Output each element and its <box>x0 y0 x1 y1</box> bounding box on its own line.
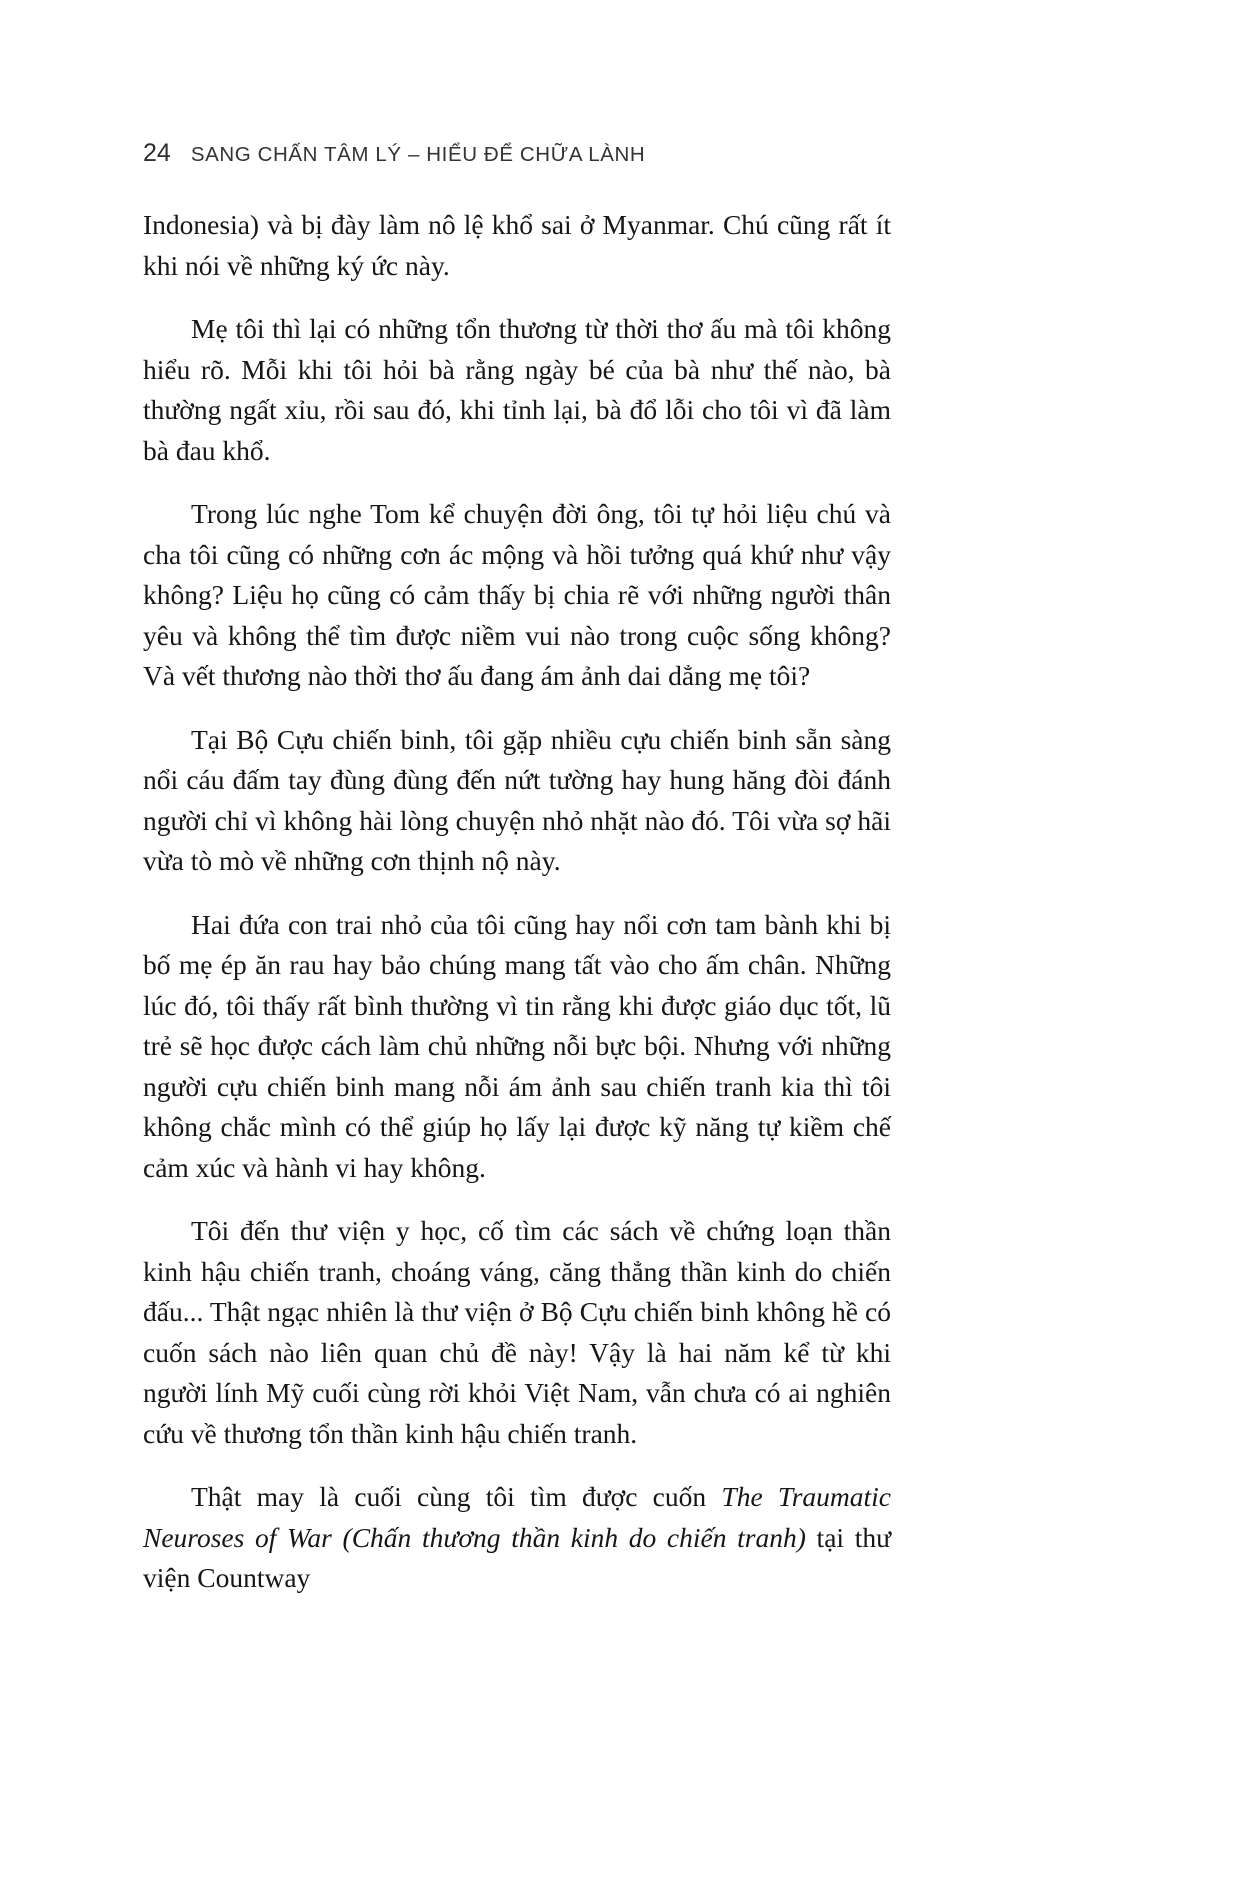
paragraph-text: Mẹ tôi thì lại có những tổn thương từ thời thơ ấu mà tôi không hiểu rõ. Mỗi khi tôi hỏi bà rằng ngày bé của bà như thế nào, bà thường ngất xỉu, rồi sau đó, khi tỉnh lại, bà đổ lỗi cho tôi vì đã làm bà đau khổ. <box>143 313 891 466</box>
paragraph <box>143 720 891 882</box>
paragraph <box>143 205 891 286</box>
paragraph <box>143 1211 891 1454</box>
paragraph-text: Trong lúc nghe Tom kể chuyện đời ông, tôi tự hỏi liệu chú và cha tôi cũng có những cơn ác mộng và hồi tưởng quá khứ như vậy không? Liệu họ cũng có cảm thấy bị chia rẽ với những người thân yêu và không thể tìm được niềm vui nào trong cuộc sống không? Và vết thương nào thời thơ ấu đang ám ảnh dai dẳng mẹ tôi? <box>143 498 891 691</box>
page-number: 24 <box>143 139 171 167</box>
paragraph-text: Tôi đến thư viện y học, cố tìm các sách về chứng loạn thần kinh hậu chiến tranh, choáng váng, căng thẳng thần kinh do chiến đấu... Thật ngạc nhiên là thư viện ở Bộ Cựu chiến binh không hề có cuốn sách nào liên quan chủ đề này! Vậy là hai năm kể từ khi người lính Mỹ cuối cùng rời khỏi Việt Nam, vẫn chưa có ai nghiên cứu về thương tổn thần kinh hậu chiến tranh. <box>143 1215 891 1449</box>
page-header <box>143 139 1103 168</box>
paragraph <box>143 905 891 1189</box>
paragraph-text: Indonesia) và bị đày làm nô lệ khổ sai ở Myanmar. Chú cũng rất ít khi nói về những ký ức này. <box>143 209 891 281</box>
paragraph <box>143 309 891 471</box>
paragraph <box>143 1477 891 1599</box>
running-title: SANG CHẤN TÂM LÝ – HIỂU ĐỂ CHỮA LÀNH <box>190 143 646 166</box>
paragraph-text: Tại Bộ Cựu chiến binh, tôi gặp nhiều cựu chiến binh sẵn sàng nổi cáu đấm tay đùng đùng đến nứt tường hay hung hăng đòi đánh người chỉ vì không hài lòng chuyện nhỏ nhặt nào đó. Tôi vừa sợ hãi vừa tò mò về những cơn thịnh nộ này. <box>143 723 891 876</box>
book-title-italic: The Traumatic Neuroses of War (Chấn thương thần kinh do chiến tranh) <box>143 1481 892 1553</box>
paragraph-text: tại thư viện Countway <box>143 1521 891 1593</box>
paragraph-text: Hai đứa con trai nhỏ của tôi cũng hay nổi cơn tam bành khi bị bố mẹ ép ăn rau hay bảo chúng mang tất vào cho ấm chân. Những lúc đó, tôi thấy rất bình thường vì tin rằng khi được giáo dục tốt, lũ trẻ sẽ học được cách làm chủ những nỗi bực bội. Nhưng với những người cựu chiến binh mang nỗi ám ảnh sau chiến tranh kia thì tôi không chắc mình có thể giúp họ lấy lại được kỹ năng tự kiềm chế cảm xúc và hành vi hay không. <box>143 908 891 1183</box>
paragraph-text: Thật may là cuối cùng tôi tìm được cuốn <box>191 1481 722 1512</box>
page-body <box>143 205 891 1622</box>
paragraph <box>143 494 891 697</box>
